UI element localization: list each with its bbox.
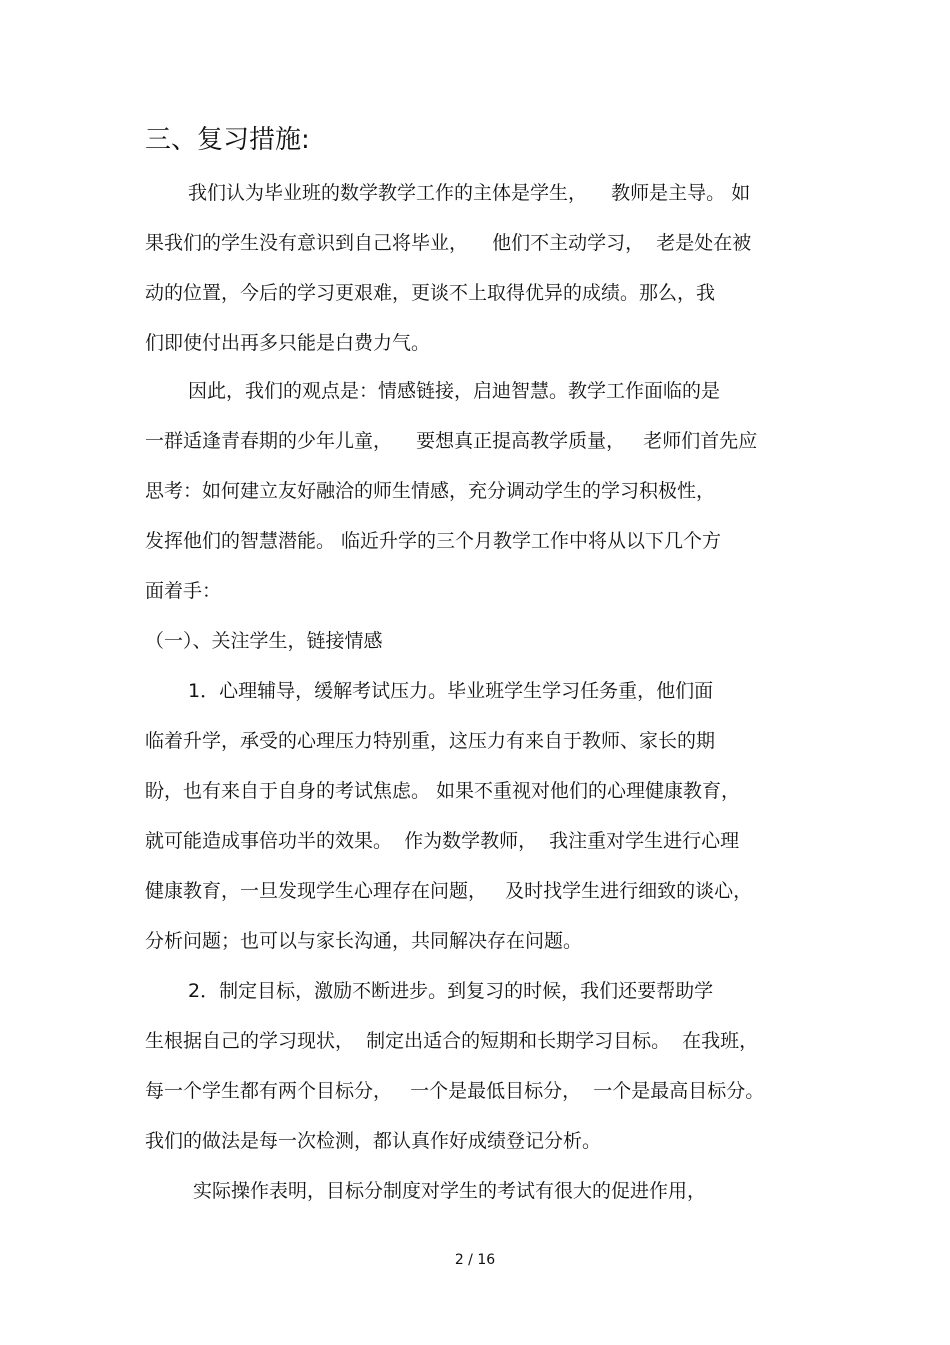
page-number: 2 / 16 bbox=[454, 1252, 496, 1268]
paragraph-line: 健康教育，一旦发现学生心理存在问题， 及时找学生进行细致的谈心， bbox=[145, 880, 753, 902]
paragraph-line: 面着手： bbox=[145, 580, 222, 602]
paragraph-line: 实际操作表明，目标分制度对学生的考试有很大的促进作用， bbox=[193, 1180, 707, 1202]
paragraph-line: 果我们的学生没有意识到自己将毕业， 他们不主动学习， 老是处在被 bbox=[145, 232, 752, 254]
paragraph-line: 每一个学生都有两个目标分， 一个是最低目标分， 一个是最高目标分。 bbox=[145, 1080, 765, 1102]
paragraph-line: 我们认为毕业班的数学教学工作的主体是学生， 教师是主导。 如 bbox=[188, 182, 751, 204]
paragraph-line: 2．制定目标，激励不断进步。到复习的时候，我们还要帮助学 bbox=[188, 980, 714, 1002]
paragraph-line: 我们的做法是每一次检测，都认真作好成绩登记分析。 bbox=[145, 1130, 602, 1152]
paragraph-line: 思考：如何建立友好融洽的师生情感，充分调动学生的学习积极性， bbox=[145, 480, 716, 502]
paragraph-line: 因此，我们的观点是：情感链接，启迪智慧。教学工作面临的是 bbox=[188, 380, 721, 402]
paragraph-line: 临着升学，承受的心理压力特别重，这压力有来自于教师、家长的期 bbox=[145, 730, 716, 752]
paragraph-line: 分析问题；也可以与家长沟通，共同解决存在问题。 bbox=[145, 930, 583, 952]
paragraph-line: 们即使付出再多只能是白费力气。 bbox=[145, 332, 431, 354]
paragraph-line: 1．心理辅导，缓解考试压力。毕业班学生学习任务重，他们面 bbox=[188, 680, 714, 702]
subsection-heading: （一）、关注学生，链接情感 bbox=[145, 630, 383, 652]
paragraph-line: 盼，也有来自于自身的考试焦虑。 如果不重视对他们的心理健康教育， bbox=[145, 780, 741, 802]
paragraph-line: 一群适逢青春期的少年儿童， 要想真正提高教学质量， 老师们首先应 bbox=[145, 430, 758, 452]
paragraph-line: 动的位置，今后的学习更艰难，更谈不上取得优异的成绩。那么，我 bbox=[145, 282, 716, 304]
paragraph-line: 就可能造成事倍功半的效果。 作为数学教师， 我注重对学生进行心理 bbox=[145, 830, 740, 852]
paragraph-line: 发挥他们的智慧潜能。 临近升学的三个月教学工作中将从以下几个方 bbox=[145, 530, 722, 552]
section-heading: 三、复习措施: bbox=[145, 125, 310, 155]
paragraph-line: 生根据自己的学习现状， 制定出适合的短期和长期学习目标。 在我班， bbox=[145, 1030, 759, 1052]
